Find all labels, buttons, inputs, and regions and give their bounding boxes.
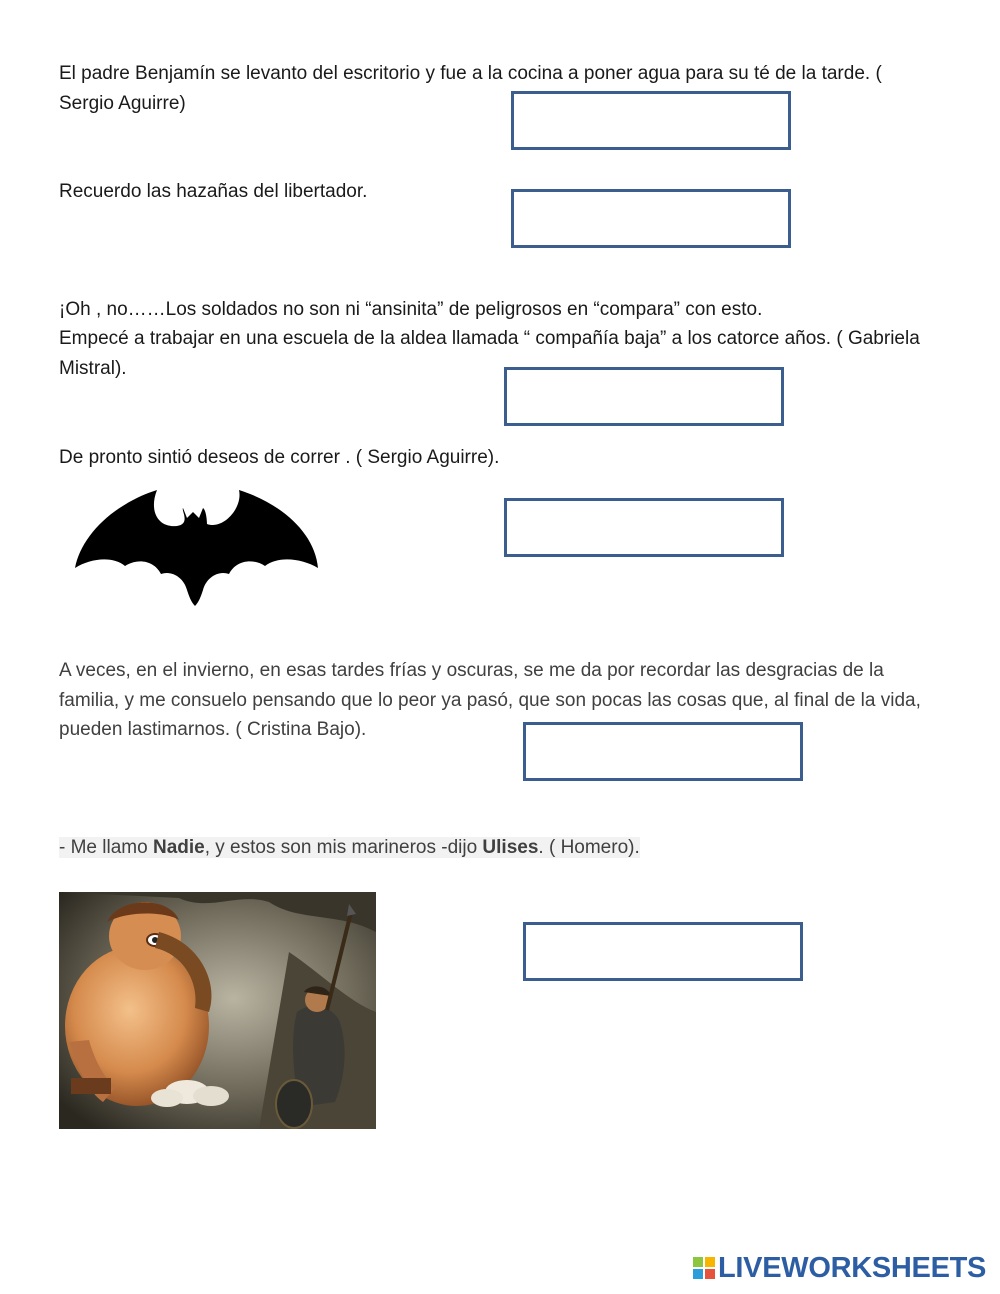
bat-image (73, 486, 319, 608)
answer-box-3[interactable] (504, 367, 784, 426)
cyclops-image (59, 892, 376, 1129)
sentence-5: A veces, en el invierno, en esas tardes frías y oscuras, se me da por recordar las desgracias de la familia, y me consuelo pensando que lo peor ya pasó, que son pocas las cosas que, al final de la vida, pueden lastimarnos. ( Cristina Bajo). (59, 660, 921, 740)
answer-box-4[interactable] (504, 498, 784, 557)
sentence-6-suffix: . ( Homero). (538, 837, 640, 858)
answer-box-1[interactable] (511, 91, 791, 150)
liveworksheets-logo (693, 1253, 986, 1283)
sentence-6-prefix: - Me llamo (59, 837, 153, 858)
answer-box-2[interactable] (511, 189, 791, 248)
liveworksheets-brand-text: LIVEWORKSHEETS (718, 1251, 987, 1284)
liveworksheets-logo-icon (693, 1257, 715, 1279)
answer-box-6[interactable] (523, 922, 803, 981)
sentence-4: De pronto sintió deseos de correr . ( Sergio Aguirre). (59, 447, 500, 468)
answer-box-5[interactable] (523, 722, 803, 781)
bat-icon (75, 490, 318, 606)
name-ulises: Ulises (482, 837, 539, 858)
sentence-3b: Empecé a trabajar en una escuela de la aldea llamada “ compañía baja” a los catorce años. ( Gabriela Mistral). (59, 328, 920, 379)
name-nadie: Nadie (152, 837, 205, 858)
sentence-6-middle: , y estos son mis marineros -dijo (204, 837, 483, 858)
sentence-2: Recuerdo las hazañas del libertador. (59, 181, 368, 202)
sentence-3a: ¡Oh , no……Los soldados no son ni “ansinita” de peligrosos en “compara” con esto. (59, 299, 763, 320)
sentence-6 (59, 833, 640, 863)
sentence-1: El padre Benjamín se levanto del escritorio y fue a la cocina a poner agua para su té de la tarde. ( Sergio Aguirre) (59, 63, 882, 114)
